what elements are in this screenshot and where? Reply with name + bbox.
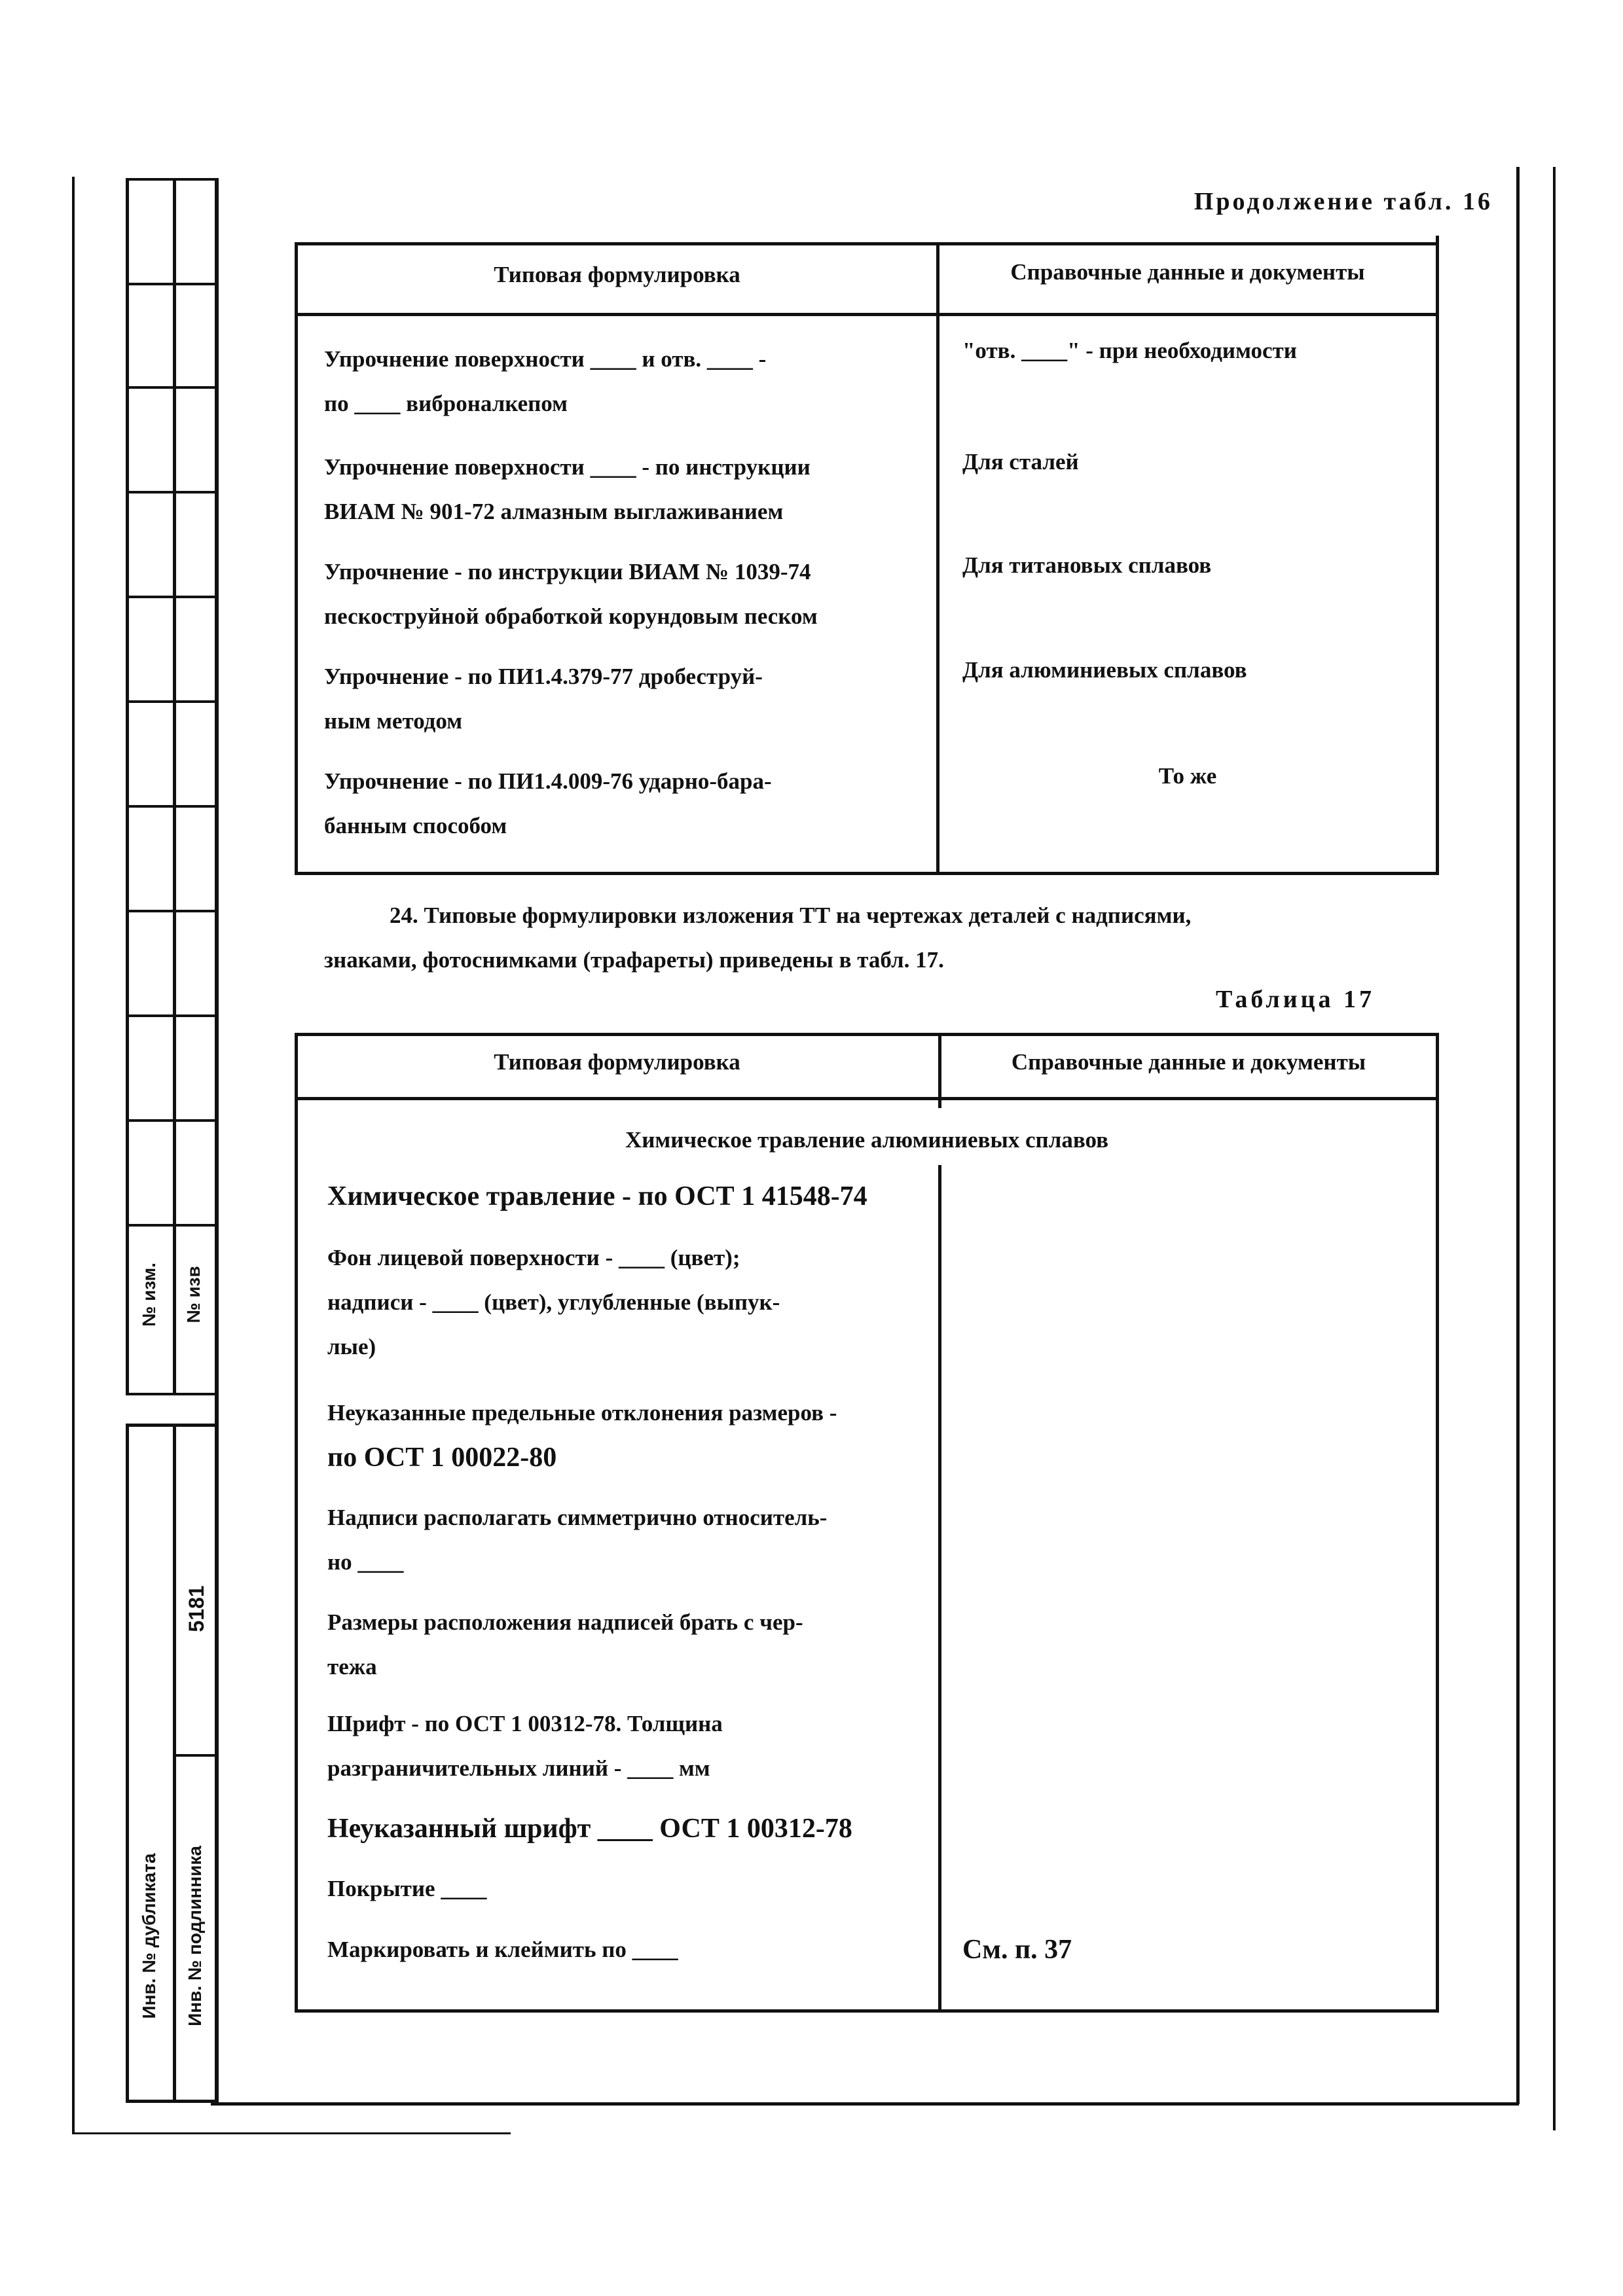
table-row: Упрочнение поверхности ____ - по инструкции ВИАМ № 901-72 алмазным выглаживанием [324, 454, 811, 524]
table-row: Маркировать и клеймить по ____ [327, 1937, 678, 1962]
table16-header-left: Типовая формулировка [494, 262, 740, 287]
table17-header-left: Типовая формулировка [494, 1049, 740, 1075]
table-row: Неуказанный шрифт ____ ОСТ 1 00312-78 [327, 1814, 852, 1844]
table16-header-right: Справочные данные и документы [1010, 259, 1365, 285]
paragraph-24: 24. Типовые формулировки изложения ТТ на чертежах деталей с надписями, знаками, фотоснимками (трафареты) приведены в табл. 17. [324, 903, 1192, 973]
table-row-ref: Для алюминиевых сплавов [962, 657, 1247, 683]
continuation-header: Продолжение табл. 16 [1194, 188, 1493, 215]
table-row-ref: См. п. 37 [962, 1935, 1072, 1965]
frame-right-outer-line [1553, 167, 1556, 2130]
table-row: Шрифт - по ОСТ 1 00312-78. Толщина разграничительных линий - ____ мм [327, 1711, 723, 1781]
frame-right-line [1516, 167, 1520, 2104]
table-row-ref: "отв. ____" - при необходимости [962, 338, 1297, 363]
table-row: Упрочнение поверхности ____ и отв. ____ - по ____ виброналкепом [324, 346, 767, 416]
frame-bottom-outer-line [72, 2132, 511, 2134]
sidebar-label-dublikat: Инв. № дубликата [139, 1853, 159, 2019]
table-row-ref: То же [1158, 763, 1217, 789]
table-row: Упрочнение - по ПИ1.4.379-77 дробеструй- ным методом [324, 664, 763, 734]
table-row-ref: Для титановых сплавов [962, 552, 1212, 578]
table-row: Неуказанные предельные отклонения размеров - по ОСТ 1 00022-80 [327, 1400, 837, 1473]
frame-left-line [72, 177, 75, 2134]
table-row: Упрочнение - по ПИ1.4.009-76 ударно-бара- банным способом [324, 768, 772, 838]
table17-section-title: Химическое травление алюминиевых сплавов [625, 1127, 1109, 1153]
sidebar-label-izm: № изм. [139, 1263, 159, 1327]
table-row: Размеры расположения надписей брать с чер- тежа [327, 1609, 803, 1679]
table-row: Фон лицевой поверхности - ____ (цвет); надписи - ____ (цвет), углубленные (выпук- лые) [327, 1245, 780, 1359]
frame-bottom-line [211, 2102, 1519, 2106]
table-row: Покрытие ____ [327, 1876, 487, 1901]
table-row: Надписи располагать симметрично относитель- но ____ [327, 1505, 828, 1575]
table-row: Упрочнение - по инструкции ВИАМ № 1039-74 пескоструйной обработкой корундовым песком [324, 559, 818, 629]
table17-caption: Таблица 17 [1215, 986, 1375, 1013]
sidebar-number: 5181 [185, 1585, 208, 1632]
sidebar-label-izv: № изв [183, 1266, 204, 1323]
table-row: Химическое травление - по ОСТ 1 41548-74 [327, 1181, 867, 1211]
sidebar-label-podlinnik: Инв. № подлинника [185, 1846, 205, 2026]
table17-header-right: Справочные данные и документы [1011, 1049, 1366, 1075]
table-row-ref: Для сталей [962, 449, 1079, 475]
